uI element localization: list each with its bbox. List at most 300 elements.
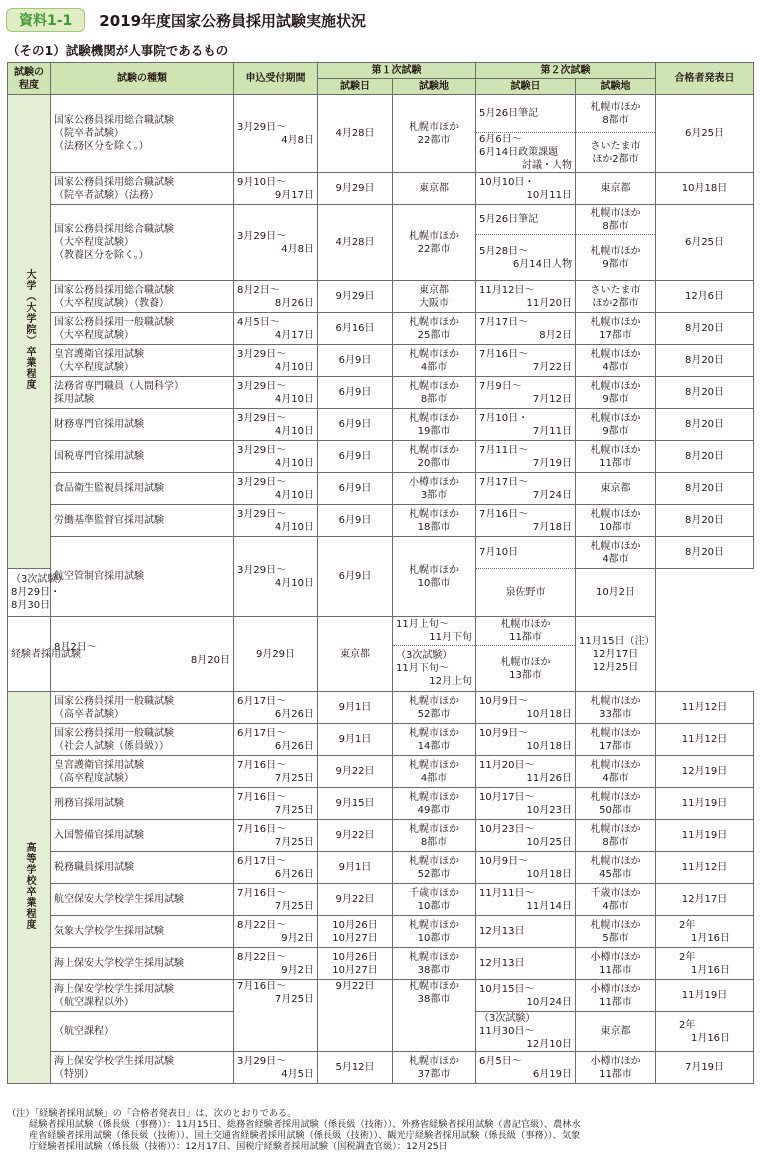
announce-cell <box>656 409 754 441</box>
cell-line: 7月12日 <box>532 393 572 405</box>
cell-line: 8都市 <box>602 114 629 126</box>
cell-line: 8月20日 <box>684 547 725 558</box>
first-place-cell <box>393 852 476 884</box>
cell-line: 10月15日～ <box>479 983 535 995</box>
cell-line: 海上保安学校学生採用試験 <box>54 983 174 995</box>
cell-line: 8月30日 <box>11 600 51 611</box>
cell-line: 食品衛生監視員採用試験 <box>54 483 164 494</box>
period-end: 4月10日 <box>274 361 314 373</box>
table-row <box>8 724 754 756</box>
second-date-cell <box>476 1052 576 1084</box>
table-row <box>8 505 754 537</box>
cell-line: 7月19日 <box>684 1062 725 1073</box>
period-cell <box>234 313 318 345</box>
period-cell <box>234 948 318 980</box>
cell-line: 4都市 <box>420 772 448 784</box>
cell-line: 10月27日 <box>332 964 378 976</box>
second-date-cell <box>476 235 576 281</box>
period-start: 3月29日～ <box>237 412 287 424</box>
cell-line: 25都市 <box>417 329 451 341</box>
second-date-cell <box>476 692 576 724</box>
cell-line: 11月12日～ <box>479 284 535 296</box>
table-row <box>8 692 754 724</box>
cell-line: 札幌市ほか <box>590 855 641 867</box>
exam-name-cell <box>51 852 234 884</box>
cell-line: 7月24日 <box>532 489 572 501</box>
cell-line: 小樽市ほか <box>590 983 641 995</box>
period-start: 6月17日～ <box>237 695 287 707</box>
cell-line: 20都市 <box>417 457 451 469</box>
cell-line: 経験者採用試験 <box>11 648 81 660</box>
second-place-cell <box>576 473 656 505</box>
period-cell <box>234 916 318 948</box>
first-date-cell: 6月9日 <box>318 537 393 617</box>
cell-line: 札幌市ほか <box>409 1055 459 1067</box>
cell-line: 10月18日 <box>681 183 728 194</box>
cell-line: 1月16日 <box>690 964 731 976</box>
table-row <box>8 95 754 133</box>
second-place-cell <box>576 95 656 133</box>
second-date-cell <box>476 852 576 884</box>
exam-name-cell <box>51 281 234 313</box>
period-start: 8月22日～ <box>237 919 287 931</box>
second-place-cell <box>576 1052 656 1084</box>
first-place-cell <box>393 377 476 409</box>
header-second-place: 試験地 <box>576 79 656 95</box>
period-cell <box>234 173 318 205</box>
table-header <box>8 63 754 95</box>
cell-line: 52都市 <box>417 708 451 720</box>
cell-line: 11月下旬 <box>429 632 472 643</box>
cell-line: 12月13日 <box>479 958 525 969</box>
second-date-cell <box>476 441 576 473</box>
cell-line: 6月14日人物 <box>512 258 572 270</box>
cell-line: 労働基準監督官採用試験 <box>54 515 164 526</box>
cell-line: 38都市 <box>417 994 451 1005</box>
cell-line: 国家公務員採用一般職試験 <box>54 727 174 739</box>
table-row <box>8 820 754 852</box>
first-date-cell: 9月22日 <box>318 980 393 1052</box>
second-date-cell <box>476 788 576 820</box>
first-date-cell: 9月1日 <box>318 724 393 756</box>
period-start: 7月16日～ <box>237 791 287 803</box>
second-place-cell <box>576 133 656 173</box>
announce-cell <box>656 916 754 948</box>
cell-line: 12月19日 <box>681 766 728 777</box>
footnote-line: 庁経験者採用試験（係長級（技術））：12月17日、国税庁経験者採用試験（国税調査官級）：12月25日 <box>29 1141 448 1152</box>
cell-line: 11月12日 <box>681 734 728 745</box>
cell-line: 札幌市ほか <box>590 444 641 456</box>
cell-line: 東京都 <box>340 648 370 660</box>
first-date-cell: 9月22日 <box>318 756 393 788</box>
section-badge: 資料1-1 <box>6 8 85 32</box>
first-place-cell <box>393 1052 476 1084</box>
second-date-cell <box>476 345 576 377</box>
table-row <box>8 345 754 377</box>
first-date-cell: 9月1日 <box>318 692 393 724</box>
exam-name-cell <box>51 788 234 820</box>
table-row <box>8 281 754 313</box>
cell-line: 1月16日 <box>690 1032 731 1044</box>
second-place-cell <box>576 205 656 235</box>
first-place-cell <box>393 345 476 377</box>
cell-line: 小樽市ほか <box>409 476 459 488</box>
cell-line: 4都市 <box>602 772 629 784</box>
second-place-cell <box>576 173 656 205</box>
header-second-date: 試験日 <box>476 79 576 95</box>
cell-line: 7月10日 <box>479 547 519 558</box>
page-header <box>6 8 366 32</box>
category-label: 高等学校卒業程度 <box>24 841 35 930</box>
first-date-cell: 9月15日 <box>318 788 393 820</box>
period-start: 3月29日～ <box>237 444 287 456</box>
second-place-cell <box>576 1012 656 1052</box>
period-cell <box>234 505 318 537</box>
table-row <box>8 313 754 345</box>
cell-line: 10月27日 <box>332 932 378 944</box>
cell-line: 49都市 <box>417 804 451 816</box>
cell-line: 37都市 <box>417 1068 451 1080</box>
cell-line: 10月2日 <box>595 587 636 598</box>
cell-line: 11都市 <box>599 457 632 469</box>
cell-line: （高卒者試験） <box>54 708 124 720</box>
cell-line: 札幌市ほか <box>590 759 641 771</box>
cell-line: 17都市 <box>599 740 632 752</box>
cell-line: 2年 <box>678 951 696 963</box>
exam-name-cell <box>51 313 234 345</box>
cell-line: 討議・人物 <box>522 160 572 171</box>
cell-line: 9都市 <box>602 425 629 437</box>
announce-cell <box>656 205 754 281</box>
page-title: 2019年度国家公務員採用試験実施状況 <box>99 11 367 30</box>
cell-line: 45都市 <box>599 868 632 880</box>
first-date-cell: 9月1日 <box>318 852 393 884</box>
header-type: 試験の種類 <box>51 63 234 95</box>
cell-line: 皇宮護衛官採用試験 <box>54 348 144 360</box>
period-cell <box>234 473 318 505</box>
period-end: 6月26日 <box>274 708 314 720</box>
first-date-cell: 6月16日 <box>318 313 393 345</box>
period-cell <box>234 441 318 473</box>
period-cell <box>234 205 318 281</box>
first-date-cell: 6月9日 <box>318 505 393 537</box>
exam-name-cell <box>51 441 234 473</box>
cell-line: 千歳市ほか <box>409 887 459 899</box>
second-place-cell <box>576 948 656 980</box>
cell-line: 8都市 <box>602 836 629 848</box>
announce-cell <box>656 473 754 505</box>
cell-line: 札幌市ほか <box>590 316 641 328</box>
table-row <box>8 884 754 916</box>
cell-line: 17都市 <box>599 329 632 341</box>
cell-line: 海上保安学校学生採用試験 <box>54 1055 174 1067</box>
second-place-cell <box>576 441 656 473</box>
cell-line: 札幌市ほか <box>590 207 641 219</box>
footnote-line: 経験者採用試験（係長級（事務））：11月15日、総務省経験者採用試験（係長級（技術））、外務省経験者採用試験（書記官級）、農林水 <box>29 1119 581 1130</box>
announce-cell <box>656 948 754 980</box>
cell-line: 東京都 <box>419 183 449 194</box>
cell-line: 泉佐野市 <box>505 587 546 598</box>
cell-line: 7月18日 <box>532 521 572 533</box>
period-start: 6月17日～ <box>237 727 287 739</box>
first-date-cell: 9月22日 <box>318 820 393 852</box>
period-end: 4月10日 <box>274 457 314 469</box>
exam-name-cell <box>51 1052 234 1084</box>
cell-line: 東京都 <box>600 183 631 194</box>
first-place-cell <box>393 884 476 916</box>
second-date-cell <box>393 646 476 692</box>
second-place-cell <box>576 409 656 441</box>
cell-line: 5月28日～ <box>479 245 529 257</box>
header-period: 申込受付期間 <box>234 63 318 95</box>
first-date-cell: 9月22日 <box>318 884 393 916</box>
period-start: 3月29日～ <box>237 1055 287 1067</box>
exam-name-cell <box>51 377 234 409</box>
first-place-cell <box>393 95 476 173</box>
second-place-cell <box>576 820 656 852</box>
cell-line: 札幌市ほか <box>409 348 459 360</box>
period-end: 4月10日 <box>274 521 314 533</box>
cell-line: 国税専門官採用試験 <box>54 451 144 462</box>
cell-line: 国家公務員採用総合職試験 <box>54 284 174 296</box>
cell-line: 9都市 <box>602 393 629 405</box>
footnote-line: 産省経験者採用試験（係長級（技術））、国土交通省経験者採用試験（係長級（技術））、観光庁経験者採用試験（係長級（事務））、気象 <box>29 1130 581 1141</box>
period-start: 3月29日～ <box>237 380 287 392</box>
cell-line: ほか2都市 <box>592 297 639 309</box>
cell-line: 10月25日 <box>526 836 572 848</box>
period-start: 7月16日～ <box>237 759 287 771</box>
period-start: 7月16日～ <box>237 823 287 835</box>
cell-line: 6月14日政策課題 <box>479 147 559 158</box>
cell-line: 22都市 <box>417 243 451 255</box>
first-place-cell <box>393 313 476 345</box>
cell-line: 税務職員採用試験 <box>54 862 134 873</box>
cell-line: 東京都 <box>600 483 631 494</box>
cell-line: 33都市 <box>599 708 632 720</box>
cell-line: 52都市 <box>417 868 451 880</box>
period-end: 4月8日 <box>281 134 314 146</box>
announce-cell <box>656 313 754 345</box>
category-high <box>8 692 51 1084</box>
second-date-cell <box>476 95 576 133</box>
cell-line: 気象大学校学生採用試験 <box>54 926 164 937</box>
cell-line: 8月20日 <box>684 483 725 494</box>
period-cell <box>234 980 318 1052</box>
cell-line: 12月17日 <box>592 648 639 660</box>
cell-line: 19都市 <box>417 425 451 437</box>
cell-line: 10月23日 <box>526 804 572 816</box>
period-end: 9月2日 <box>281 964 314 976</box>
cell-line: 22都市 <box>417 134 451 146</box>
cell-line: 札幌市ほか <box>409 981 459 992</box>
cell-line: （航空課程） <box>54 1026 114 1037</box>
cell-line: 札幌市ほか <box>590 919 641 931</box>
announce-cell <box>656 441 754 473</box>
cell-line: 海上保安大学校学生採用試験 <box>54 958 184 969</box>
first-place-cell <box>393 473 476 505</box>
cell-line: 8月20日 <box>684 323 725 334</box>
exam-name-cell <box>51 345 234 377</box>
cell-line: 38都市 <box>417 964 451 976</box>
cell-line: 4都市 <box>602 900 629 912</box>
second-date-cell <box>476 205 576 235</box>
first-place-cell <box>393 409 476 441</box>
second-place-cell <box>576 756 656 788</box>
cell-line: 4都市 <box>420 361 448 373</box>
cell-line: 11月26日 <box>526 772 572 784</box>
cell-line: 12月10日 <box>526 1039 572 1050</box>
second-place-cell <box>476 569 576 617</box>
cell-line: 8都市 <box>602 220 629 232</box>
first-place-cell <box>393 173 476 205</box>
cell-line: 6月25日 <box>684 237 725 248</box>
table-row <box>8 852 754 884</box>
first-place-cell <box>393 756 476 788</box>
second-place-cell <box>576 916 656 948</box>
cell-line: 札幌市ほか <box>409 412 459 424</box>
cell-line: 札幌市ほか <box>590 823 641 835</box>
first-date-cell: 6月9日 <box>318 441 393 473</box>
cell-line: （特別） <box>54 1068 94 1080</box>
cell-line: 5月26日筆記 <box>479 108 539 119</box>
header-announce: 合格者発表日 <box>656 63 754 95</box>
footnote <box>7 1108 753 1152</box>
cell-line: 札幌市ほか <box>409 380 459 392</box>
second-place-cell <box>576 377 656 409</box>
cell-line: （3次試験） <box>396 650 453 661</box>
cell-line: 7月10日・ <box>479 412 529 424</box>
exam-name-cell <box>51 205 234 281</box>
first-place-cell <box>318 617 393 692</box>
second-date-cell <box>476 724 576 756</box>
cell-line: さいたま市 <box>590 140 641 152</box>
cell-line: 8月20日 <box>684 355 725 366</box>
period-cell <box>234 820 318 852</box>
cell-line: （社会人試験（係員級）） <box>54 740 169 752</box>
cell-line: 11都市 <box>599 964 632 976</box>
cell-line: 東京都 <box>419 284 449 296</box>
cell-line: 8都市 <box>420 836 448 848</box>
period-cell <box>234 788 318 820</box>
second-date-cell <box>393 617 476 646</box>
cell-line: 12月6日 <box>684 291 725 302</box>
cell-line: （航空課程以外） <box>54 996 134 1008</box>
exam-name-cell <box>51 948 234 980</box>
first-place-cell <box>393 205 476 281</box>
first-place-cell <box>393 692 476 724</box>
cell-line: 10月26日 <box>332 919 378 931</box>
cell-line: 12月25日 <box>592 661 639 673</box>
second-date-cell <box>476 980 576 1012</box>
cell-line: 12月上旬 <box>429 676 472 687</box>
announce-cell <box>656 537 754 569</box>
second-date-cell <box>476 313 576 345</box>
cell-line: 8月20日 <box>684 387 725 398</box>
first-place-cell <box>393 724 476 756</box>
cell-line: （院卒者試験） <box>54 128 124 139</box>
announce-cell <box>656 377 754 409</box>
period-cell <box>234 724 318 756</box>
cell-line: 8月2日 <box>539 329 572 341</box>
exam-name-cell <box>51 756 234 788</box>
exam-name-cell <box>51 505 234 537</box>
first-date-cell: 6月9日 <box>318 409 393 441</box>
period-end: 4月10日 <box>274 425 314 437</box>
table-row <box>8 788 754 820</box>
table-row <box>8 537 754 569</box>
cell-line: 札幌市ほか <box>590 540 641 552</box>
exam-name-cell <box>51 409 234 441</box>
second-place-cell <box>476 617 576 646</box>
period-start: 3月29日～ <box>237 476 287 488</box>
cell-line: 札幌市ほか <box>590 101 641 113</box>
second-date-cell <box>476 884 576 916</box>
period-cell <box>234 692 318 724</box>
cell-line: 11都市 <box>599 1068 632 1080</box>
cell-line: 8都市 <box>420 393 448 405</box>
cell-line: 東京都 <box>600 1026 631 1037</box>
cell-line: 10月11日 <box>526 189 572 201</box>
period-end: 4月8日 <box>281 243 314 255</box>
cell-line: 11月19日 <box>681 830 728 841</box>
cell-line: 小樽市ほか <box>590 1055 641 1067</box>
cell-line: 札幌市ほか <box>590 508 641 520</box>
period-cell <box>234 1052 318 1084</box>
period-end: 7月25日 <box>274 804 314 816</box>
category-label: 大学（大学院）卒業程度 <box>24 269 35 390</box>
announce-cell <box>656 173 754 205</box>
cell-line: 11月20日～ <box>479 759 535 771</box>
announce-cell <box>656 95 754 173</box>
cell-line: 4都市 <box>602 361 629 373</box>
cell-line: 札幌市ほか <box>409 791 459 803</box>
period-start: 3月29日～ <box>237 508 287 520</box>
second-place-cell <box>576 345 656 377</box>
header-first-date: 試験日 <box>318 79 393 95</box>
cell-line: 11月15日（注） <box>579 635 655 647</box>
cell-line: 12月13日 <box>479 926 525 937</box>
first-place-cell <box>393 916 476 948</box>
cell-line: 札幌市ほか <box>409 564 459 576</box>
cell-line: 10都市 <box>417 900 451 912</box>
table-row <box>8 205 754 235</box>
cell-line: （教養区分を除く。） <box>54 250 149 261</box>
period-start: 7月16日～ <box>237 887 287 899</box>
cell-line: （法務区分を除く。） <box>54 141 149 152</box>
period-end: 8月20日 <box>190 655 230 666</box>
second-place-cell <box>576 505 656 537</box>
period-cell <box>234 345 318 377</box>
cell-line: 7月11日 <box>532 425 572 437</box>
exam-schedule-table <box>7 62 754 1084</box>
first-place-cell <box>393 820 476 852</box>
second-place-cell <box>576 692 656 724</box>
second-date-cell <box>476 377 576 409</box>
first-date-cell: 4月28日 <box>318 205 393 281</box>
cell-line: 法務省専門職員（人間科学） <box>54 380 184 392</box>
cell-line: 11都市 <box>509 632 542 643</box>
cell-line: 札幌市ほか <box>409 855 459 867</box>
first-date-cell: 9月29日 <box>318 281 393 313</box>
table-row <box>8 1052 754 1084</box>
cell-line: 4都市 <box>602 553 629 565</box>
cell-line: 10月24日 <box>526 996 572 1008</box>
table-row <box>8 916 754 948</box>
period-end: 6月26日 <box>274 868 314 880</box>
cell-line: さいたま市 <box>590 284 641 296</box>
first-date-cell <box>318 916 393 948</box>
period-start: 3月29日～ <box>237 121 287 133</box>
